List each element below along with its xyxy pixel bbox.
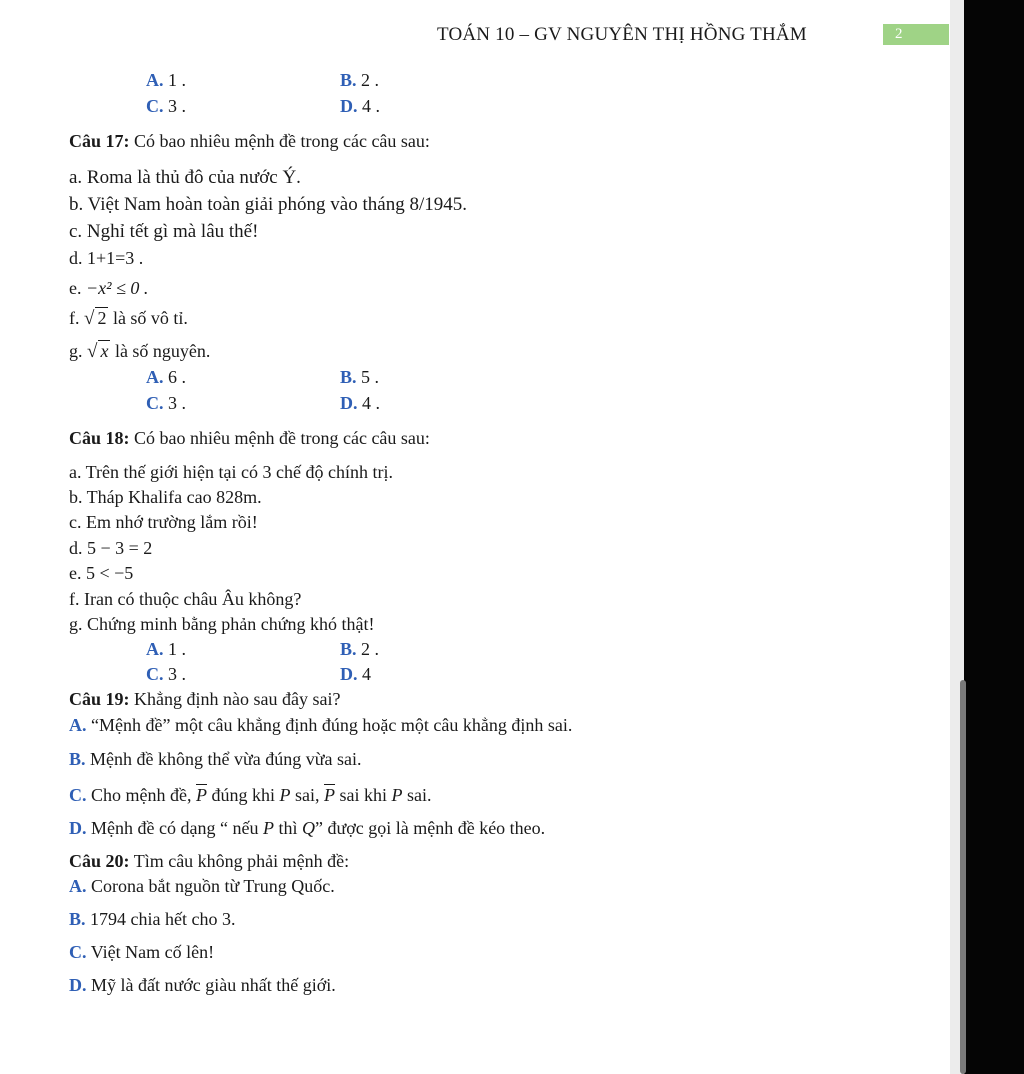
item-letter: f. [69, 308, 80, 328]
option-letter: C. [69, 942, 87, 962]
option-text: 5 . [361, 367, 380, 387]
item-text: là số vô tỉ. [112, 308, 188, 328]
question-text: Có bao nhiêu mệnh đề trong các câu sau: [134, 428, 430, 448]
math-var: P [279, 785, 291, 805]
option-text: 4 . [362, 96, 380, 116]
option-letter: D. [69, 818, 87, 838]
q18-option-d[interactable] [340, 663, 371, 685]
item-text: là số nguyên. [114, 341, 211, 361]
q17-option-d[interactable] [340, 392, 380, 414]
option-text: 3 . [168, 96, 186, 116]
math-var: P [391, 785, 403, 805]
item-math: −x² ≤ 0 . [86, 278, 149, 298]
q20-option-c[interactable] [69, 941, 214, 963]
option-letter: B. [340, 367, 357, 387]
q16-option-d[interactable] [340, 95, 380, 117]
option-text: “Mệnh đề” một câu khẳng định đúng hoặc một câu khẳng định sai. [91, 715, 573, 735]
q17-item-d [69, 247, 143, 269]
math-var: P [262, 818, 274, 838]
option-text: Mệnh đề có dạng “ nếu [91, 818, 259, 838]
option-letter: C. [146, 664, 164, 684]
q17-item-e [69, 277, 148, 299]
q17-item-g [69, 340, 210, 363]
option-letter: D. [340, 393, 358, 413]
vertical-scrollbar[interactable] [960, 680, 966, 1074]
negation-symbol: $\overline{P}$ [324, 785, 336, 805]
q17-item-a: a. Roma là thủ đô của nước Ý. [69, 167, 301, 188]
option-letter: B. [340, 70, 357, 90]
option-letter: B. [340, 639, 357, 659]
q18-option-b[interactable] [340, 638, 379, 660]
q18-item-e [69, 562, 133, 584]
option-letter: C. [146, 96, 164, 116]
q20-option-b[interactable] [69, 908, 235, 930]
option-letter: A. [69, 715, 87, 735]
item-letter: d. [69, 538, 83, 558]
item-math: 5 < −5 [86, 563, 134, 583]
q18-item-b: b. Tháp Khalifa cao 828m. [69, 487, 262, 507]
option-text: ” được gọi là mệnh đề kéo theo. [314, 818, 546, 838]
q19-option-d[interactable] [69, 817, 545, 839]
option-letter: D. [340, 96, 358, 116]
question-text: Có bao nhiêu mệnh đề trong các câu sau: [134, 131, 430, 151]
option-text: Mệnh đề không thể vừa đúng vừa sai. [90, 749, 362, 769]
option-text: sai khi [339, 785, 388, 805]
option-text: 2 . [361, 70, 380, 90]
q18-item-d [69, 537, 152, 559]
question-label: Câu 18: [69, 428, 130, 448]
option-text: Mỹ là đất nước giàu nhất thế giới. [91, 975, 336, 995]
q18-option-c[interactable] [146, 663, 186, 685]
item-letter: g. [69, 341, 83, 361]
sqrt-symbol: √ [87, 341, 98, 362]
q18-item-c: c. Em nhớ trường lắm rồi! [69, 512, 258, 532]
q16-option-c[interactable] [146, 95, 186, 117]
option-text: 4 [362, 664, 371, 684]
item-math: 1+1=3 . [87, 248, 144, 268]
question-label: Câu 20: [69, 851, 130, 871]
item-math: 5 − 3 = 2 [87, 538, 153, 558]
page-number-badge: 2 [883, 24, 949, 45]
option-text: 2 . [361, 639, 380, 659]
option-text: sai, [295, 785, 320, 805]
q17-item-b: b. Việt Nam hoàn toàn giải phóng vào tháng 8/1945. [69, 194, 467, 215]
option-text: Corona bắt nguồn từ Trung Quốc. [91, 876, 335, 896]
q20-question [69, 850, 349, 872]
option-text: đúng khi [211, 785, 276, 805]
option-letter: A. [146, 70, 164, 90]
q19-option-a[interactable] [69, 714, 572, 736]
q18-item-f: f. Iran có thuộc châu Âu không? [69, 589, 302, 609]
q17-option-b[interactable] [340, 366, 379, 388]
option-letter: B. [69, 909, 86, 929]
option-text: sai. [407, 785, 432, 805]
q20-option-a[interactable] [69, 875, 335, 897]
page-header-title: TOÁN 10 – GV NGUYÊN THỊ HỒNG THẮM [437, 24, 807, 45]
q17-question [69, 130, 430, 152]
viewer-background [964, 0, 1024, 1074]
question-text: Khẳng định nào sau đây sai? [134, 689, 341, 709]
q19-question [69, 688, 340, 710]
q19-option-b[interactable] [69, 748, 361, 770]
negation-symbol: $\overline{P}$ [196, 785, 207, 805]
option-letter: D. [69, 975, 87, 995]
q17-item-f [69, 307, 188, 330]
math-var: Q [301, 818, 315, 838]
q16-option-b[interactable] [340, 69, 379, 91]
question-text: Tìm câu không phải mệnh đề: [133, 851, 350, 871]
q18-item-g: g. Chứng minh bằng phản chứng khó thật! [69, 614, 375, 634]
q20-option-d[interactable] [69, 974, 336, 996]
item-letter: d. [69, 248, 83, 268]
option-text: 6 . [168, 367, 186, 387]
sqrt-symbol: √ [84, 308, 95, 329]
option-letter: A. [146, 639, 164, 659]
sqrt-radicand: x [100, 341, 109, 361]
option-letter: D. [340, 664, 358, 684]
question-label: Câu 17: [69, 131, 130, 151]
q17-option-a[interactable] [146, 366, 186, 388]
option-text: thì [278, 818, 298, 838]
option-letter: C. [146, 393, 164, 413]
q18-option-a[interactable] [146, 638, 186, 660]
option-text: 1 . [168, 70, 186, 90]
option-text: 1 . [168, 639, 186, 659]
item-letter: e. [69, 278, 82, 298]
q18-question [69, 427, 430, 449]
option-letter: C. [69, 785, 87, 805]
option-text: 3 . [168, 664, 186, 684]
option-text: Cho mệnh đề, [91, 785, 192, 805]
option-letter: A. [146, 367, 164, 387]
item-letter: e. [69, 563, 82, 583]
q19-option-c[interactable] [69, 784, 432, 806]
option-text: 1794 chia hết cho 3. [90, 909, 236, 929]
q18-item-a: a. Trên thế giới hiện tại có 3 chế độ chính trị. [69, 462, 393, 482]
option-text: 3 . [168, 393, 186, 413]
option-text: Việt Nam cố lên! [90, 942, 215, 962]
option-text: 4 . [362, 393, 380, 413]
q17-item-c: c. Nghỉ tết gì mà lâu thế! [69, 221, 259, 242]
question-label: Câu 19: [69, 689, 130, 709]
sqrt-radicand: 2 [97, 308, 107, 328]
q16-option-a[interactable] [146, 69, 186, 91]
q17-option-c[interactable] [146, 392, 186, 414]
option-letter: B. [69, 749, 86, 769]
option-letter: A. [69, 876, 87, 896]
